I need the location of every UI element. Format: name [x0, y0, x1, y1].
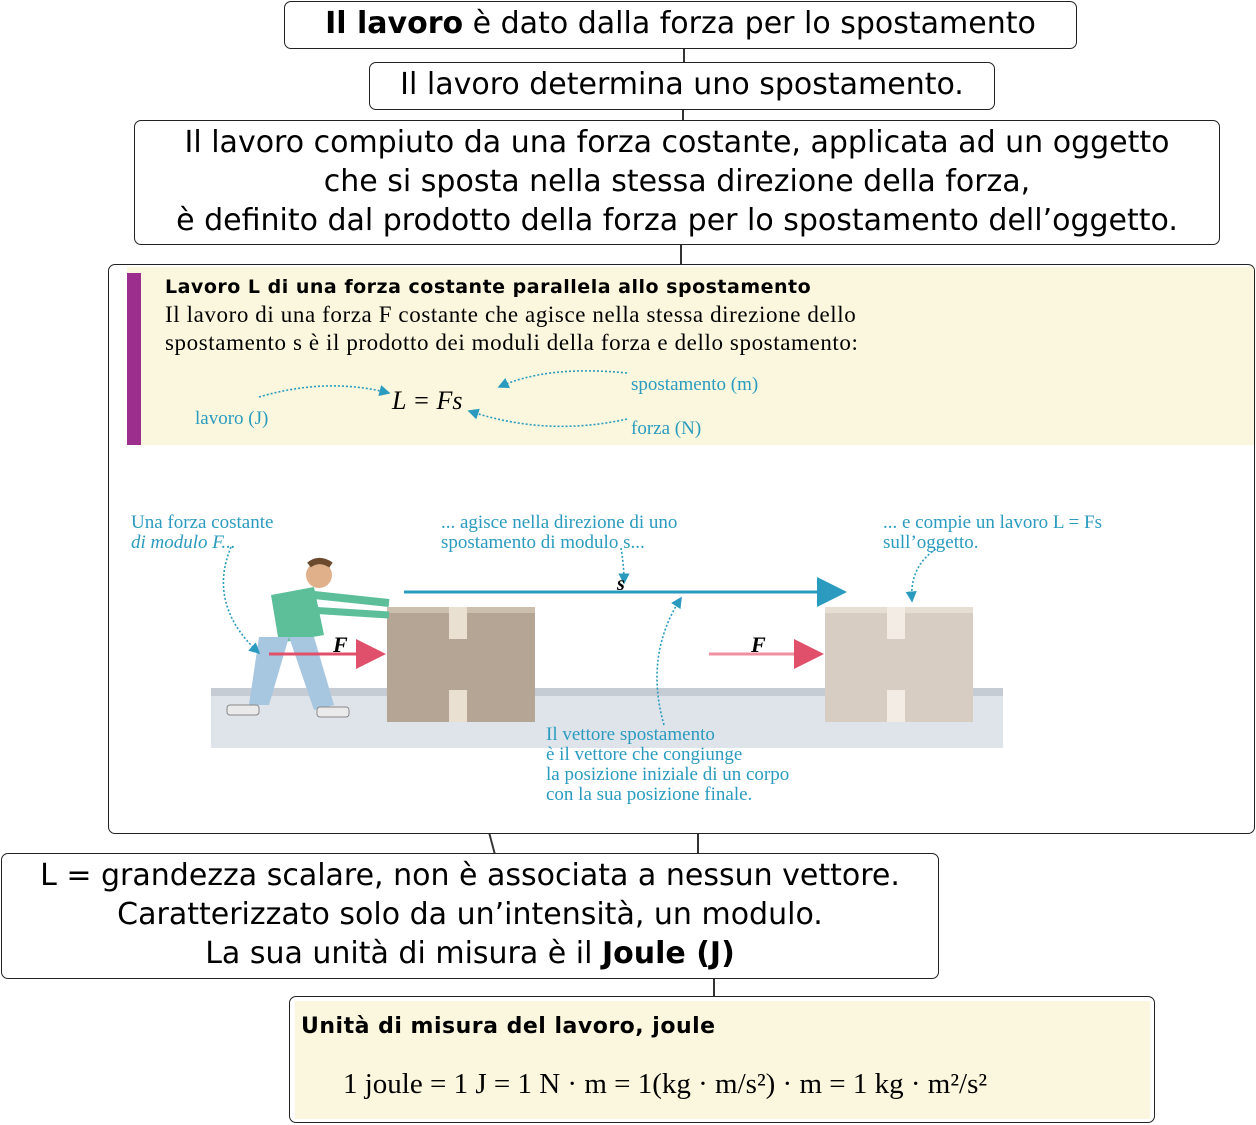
- caption-left-1: Una forza costante: [131, 512, 274, 533]
- definition-line-3: è definito dal prodotto della forza per lo spostamento dell’oggetto.: [176, 203, 1178, 238]
- title-rest: è dato dalla forza per lo spostamento: [463, 6, 1036, 41]
- vector-F-label-1: F: [333, 632, 348, 657]
- caption-right-1: ... e compie un lavoro L = Fs: [883, 512, 1102, 533]
- caption-mid-2: spostamento di modulo s...: [441, 532, 645, 553]
- scalare-line-3-pre: La sua unità di misura è il: [205, 936, 602, 971]
- node-definition[interactable]: [134, 120, 1220, 245]
- vector-s-label: s: [617, 573, 625, 595]
- node-joule[interactable]: [289, 996, 1155, 1123]
- caption-mid-1: ... agisce nella direzione di uno: [441, 512, 678, 533]
- caption-bottom-3: la posizione iniziale di un corpo: [546, 764, 790, 785]
- connector-3: [680, 244, 682, 265]
- scalare-line-1: L = grandezza scalare, non è associata a nessun vettore.: [40, 858, 900, 893]
- label-forza: forza (N): [631, 418, 702, 439]
- node-title[interactable]: [284, 1, 1077, 49]
- caption-right-2: sull’oggetto.: [883, 532, 979, 553]
- caption-bottom-2: è il vettore che congiunge: [546, 744, 743, 765]
- figure-heading: Lavoro L di una forza costante parallela allo spostamento: [165, 276, 812, 298]
- connector-4: [488, 833, 495, 854]
- connector-6: [713, 978, 715, 997]
- node-determina[interactable]: [369, 62, 995, 110]
- node-figure[interactable]: [108, 264, 1255, 834]
- joule-title: Unità di misura del lavoro, joule: [301, 1014, 716, 1039]
- definition-line-1: Il lavoro compiuto da una forza costante, applicata ad un oggetto: [184, 125, 1170, 160]
- label-spostamento: spostamento (m): [631, 374, 759, 395]
- node-scalare[interactable]: [1, 853, 939, 979]
- figure-text-line-1: Il lavoro di una forza F costante che agisce nella stessa direzione dello: [165, 302, 857, 327]
- joule-formula: 1 joule = 1 J = 1 N · m = 1(kg · m/s²) · m = 1 kg · m²/s²: [343, 1068, 988, 1100]
- figure-text-line-2: spostamento s è il prodotto dei moduli della forza e dello spostamento:: [165, 330, 859, 355]
- label-lavoro: lavoro (J): [195, 408, 269, 429]
- pointer-right: [912, 547, 939, 601]
- joule-bold: Joule (J): [602, 936, 735, 971]
- joule-panel: [295, 1001, 1150, 1119]
- connector-1: [683, 49, 685, 63]
- scalare-line-3: [2, 934, 938, 973]
- caption-bottom-1: Il vettore spostamento: [546, 724, 715, 745]
- connector-5: [697, 833, 699, 854]
- caption-bottom-4: con la sua posizione finale.: [546, 784, 753, 805]
- vector-F-label-2: F: [751, 632, 766, 657]
- definition-line-2: che si sposta nella stessa direzione della forza,: [323, 164, 1031, 199]
- formula-L-Fs: L = Fs: [392, 386, 463, 415]
- determina-text: Il lavoro determina uno spostamento.: [400, 67, 964, 102]
- caption-left-2: di modulo F...: [131, 532, 236, 553]
- title-bold: Il lavoro: [325, 6, 464, 41]
- pointer-left: [223, 547, 259, 653]
- scalare-line-2: Caratterizzato solo da un’intensità, un modulo.: [117, 897, 823, 932]
